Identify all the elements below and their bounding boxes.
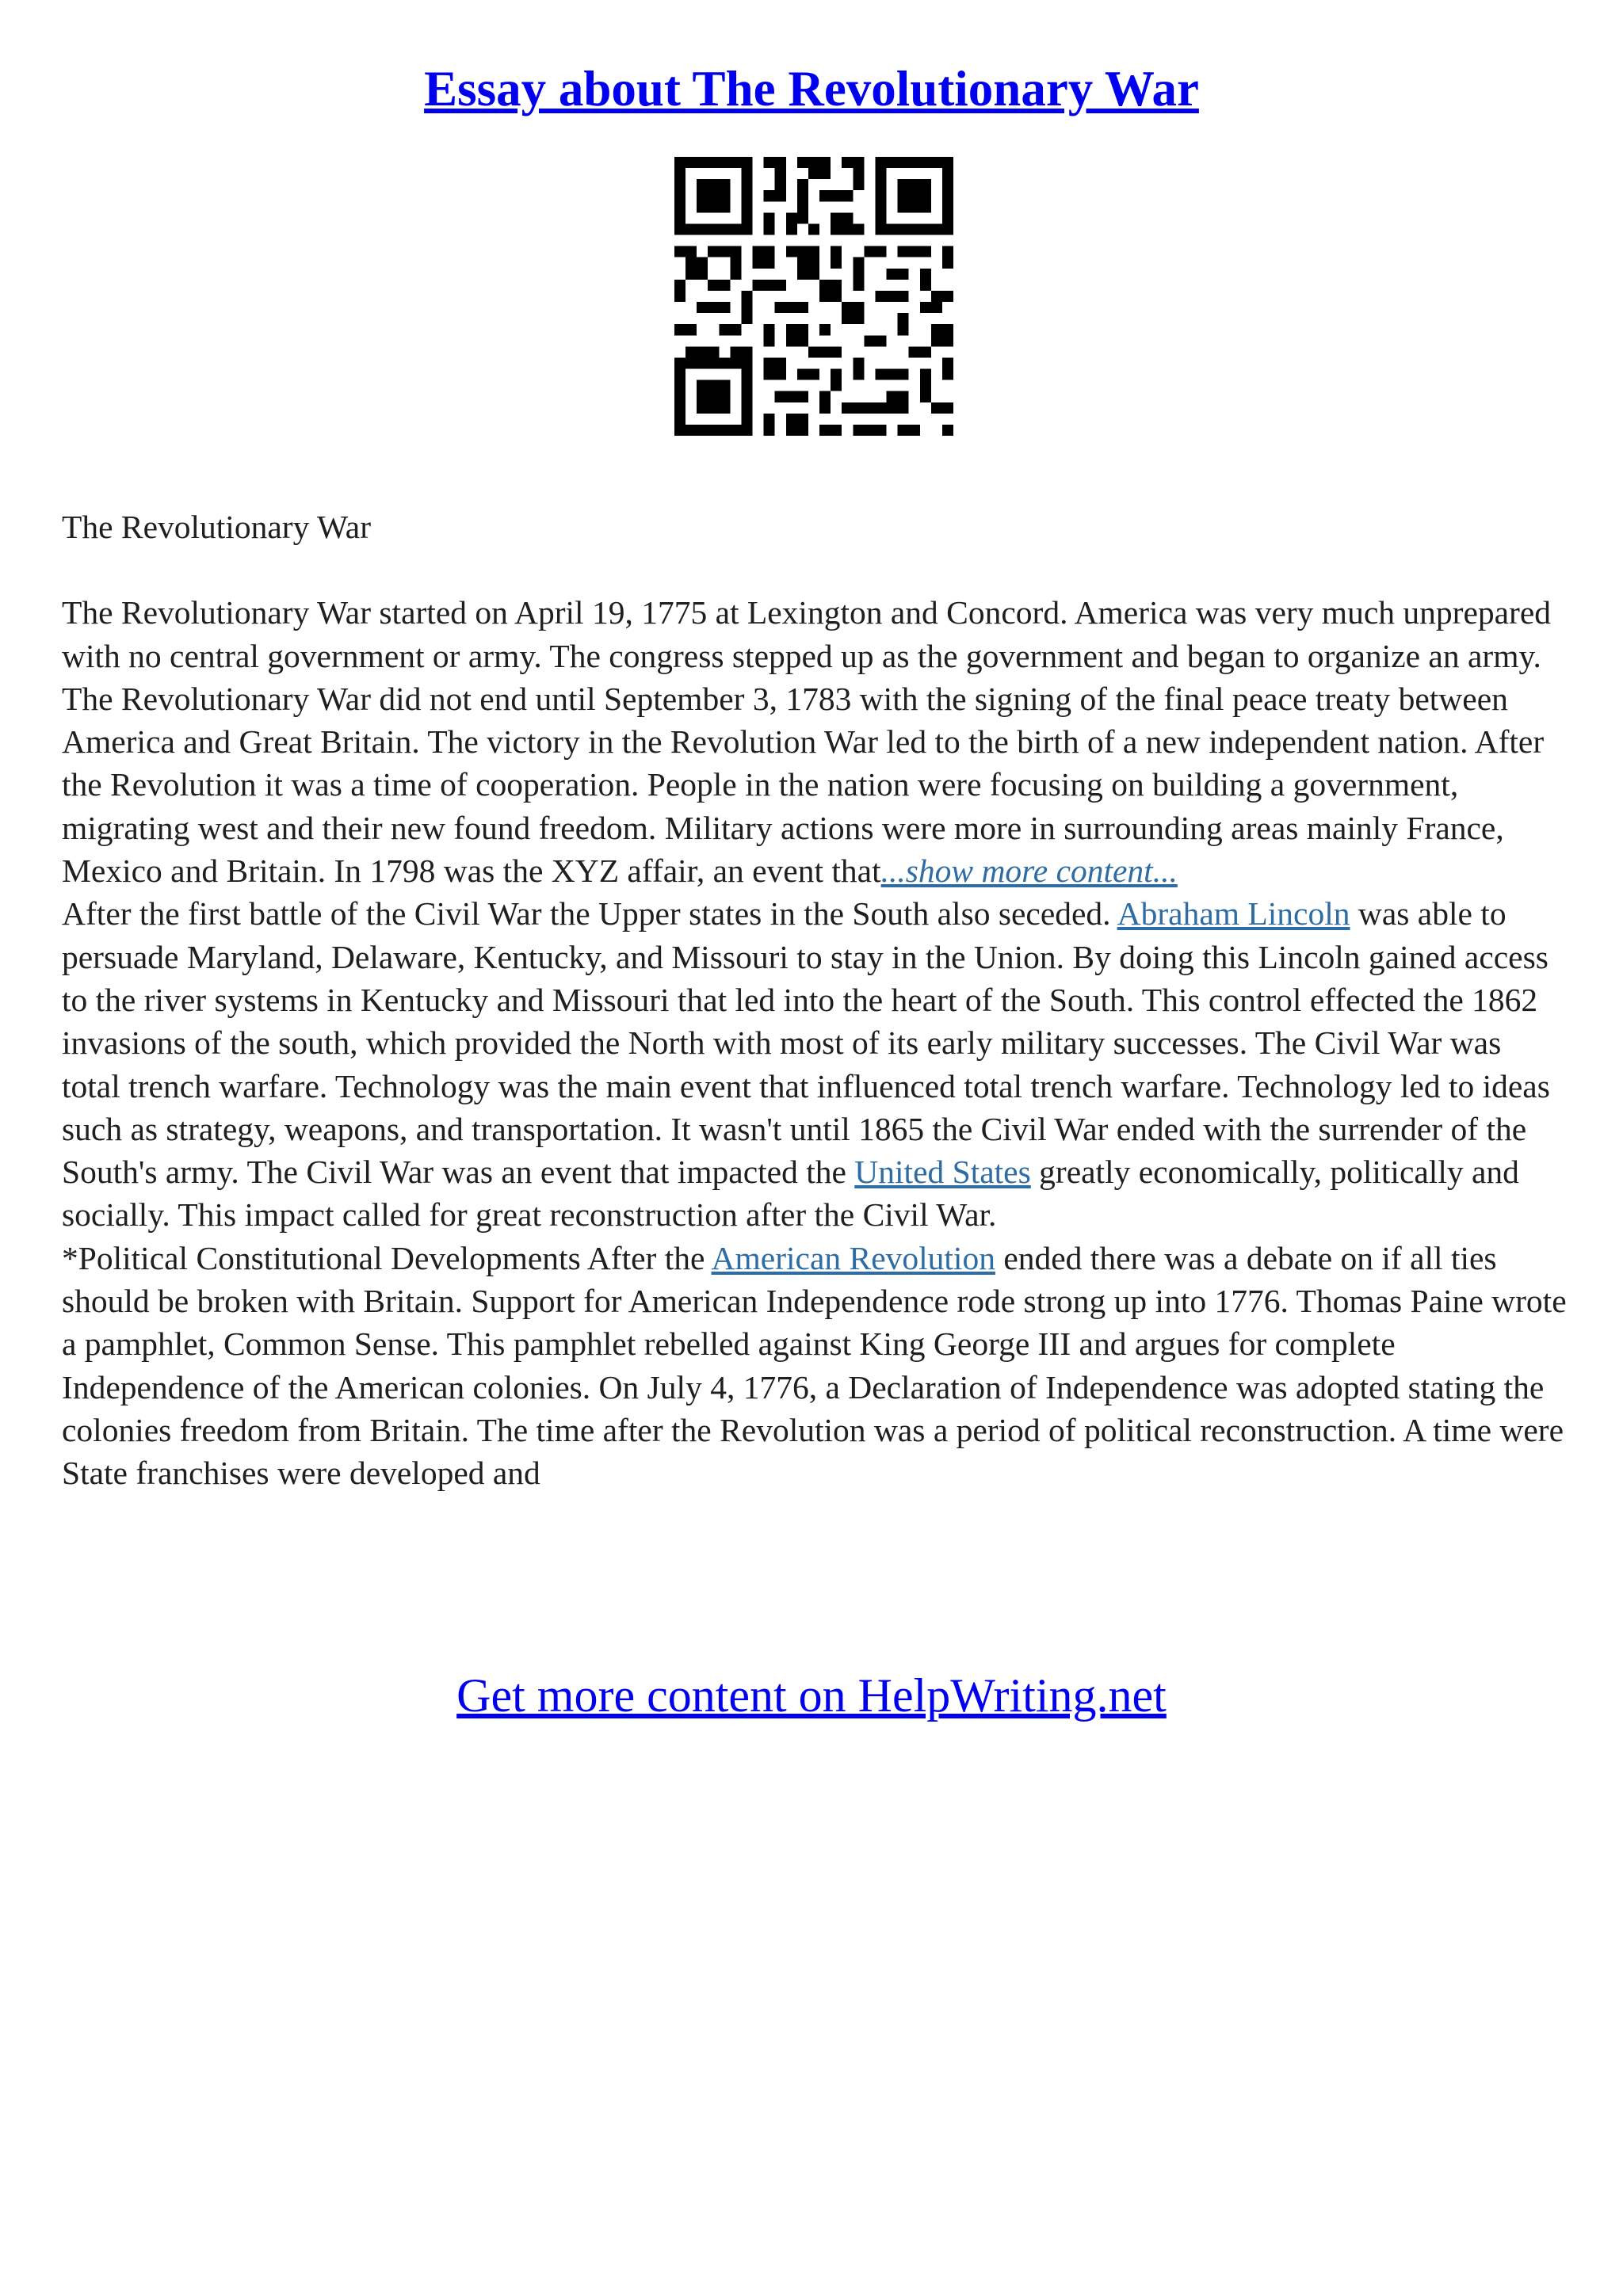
paragraph-2 bbox=[62, 892, 1568, 1236]
united-states-link[interactable]: United States bbox=[854, 1154, 1031, 1191]
paragraph-2-text-b: was able to persuade Maryland, Delaware, Kentucky, and Missouri to stay in the Union. By doing this Lincoln gained access to the river systems in Kentucky and Missouri that led into the heart of the South. This control effected the 1862 invasions of the south, which provided the North with most of its early military successes. The Civil War was total trench warfare. Technology was the main event that influenced total trench warfare. Technology led to ideas such as strategy, weapons, and transportation. It wasn't until 1865 the Civil War ended with the surrender of the South's army. The Civil War was an event that impacted the bbox=[62, 895, 1550, 1191]
paragraph-3-text-a: *Political Constitutional Developments After the bbox=[62, 1239, 712, 1276]
show-more-link[interactable]: ...show more content... bbox=[880, 852, 1178, 890]
american-revolution-link[interactable]: American Revolution bbox=[711, 1239, 995, 1276]
paragraph-3 bbox=[62, 1237, 1568, 1495]
page-title[interactable]: Essay about The Revolutionary War bbox=[424, 61, 1199, 116]
essay-heading: The Revolutionary War bbox=[62, 509, 372, 545]
get-more-content-link[interactable]: Get more content on HelpWriting.net bbox=[456, 1669, 1167, 1722]
essay-body bbox=[62, 505, 1568, 1495]
paragraph-3-text-b: ended there was a debate on if all ties should be broken with Britain. Support for American Independence rode strong up into 1776. Thomas Paine wrote a pamphlet, Common Sense. This pamphlet rebelled against King George III and argues for complete Independence of the American colonies. On July 4, 1776, a Declaration of Independence was adopted stating the colonies freedom from Britain. The time after the Revolution was a period of political reconstruction. A time were State franchises were developed and bbox=[62, 1239, 1567, 1492]
abraham-lincoln-link[interactable]: Abraham Lincoln bbox=[1117, 895, 1350, 933]
paragraph-1-text: The Revolutionary War started on April 19, 1775 at Lexington and Concord. America was very much unprepared with no central government or army. The congress stepped up as the government and began to organize an army. The Revolutionary War did not end until September 3, 1783 with the signing of the final peace treaty between America and Great Britain. The victory in the Revolution War led to the birth of a new independent nation. After the Revolution it was a time of cooperation. People in the nation were focusing on building a government, migrating west and their new found freedom. Military actions were more in surrounding areas mainly France, Mexico and Britain. In 1798 was the XYZ affair, an event that bbox=[62, 594, 1552, 890]
paragraph-2-text-a: After the first battle of the Civil War the Upper states in the South also seceded. bbox=[62, 895, 1117, 933]
qr-code bbox=[674, 157, 953, 436]
paragraph-2-text-c: greatly economically, politically and socially. This impact called for great reconstruction after the Civil War. bbox=[62, 1154, 1519, 1234]
paragraph-1 bbox=[62, 591, 1568, 892]
